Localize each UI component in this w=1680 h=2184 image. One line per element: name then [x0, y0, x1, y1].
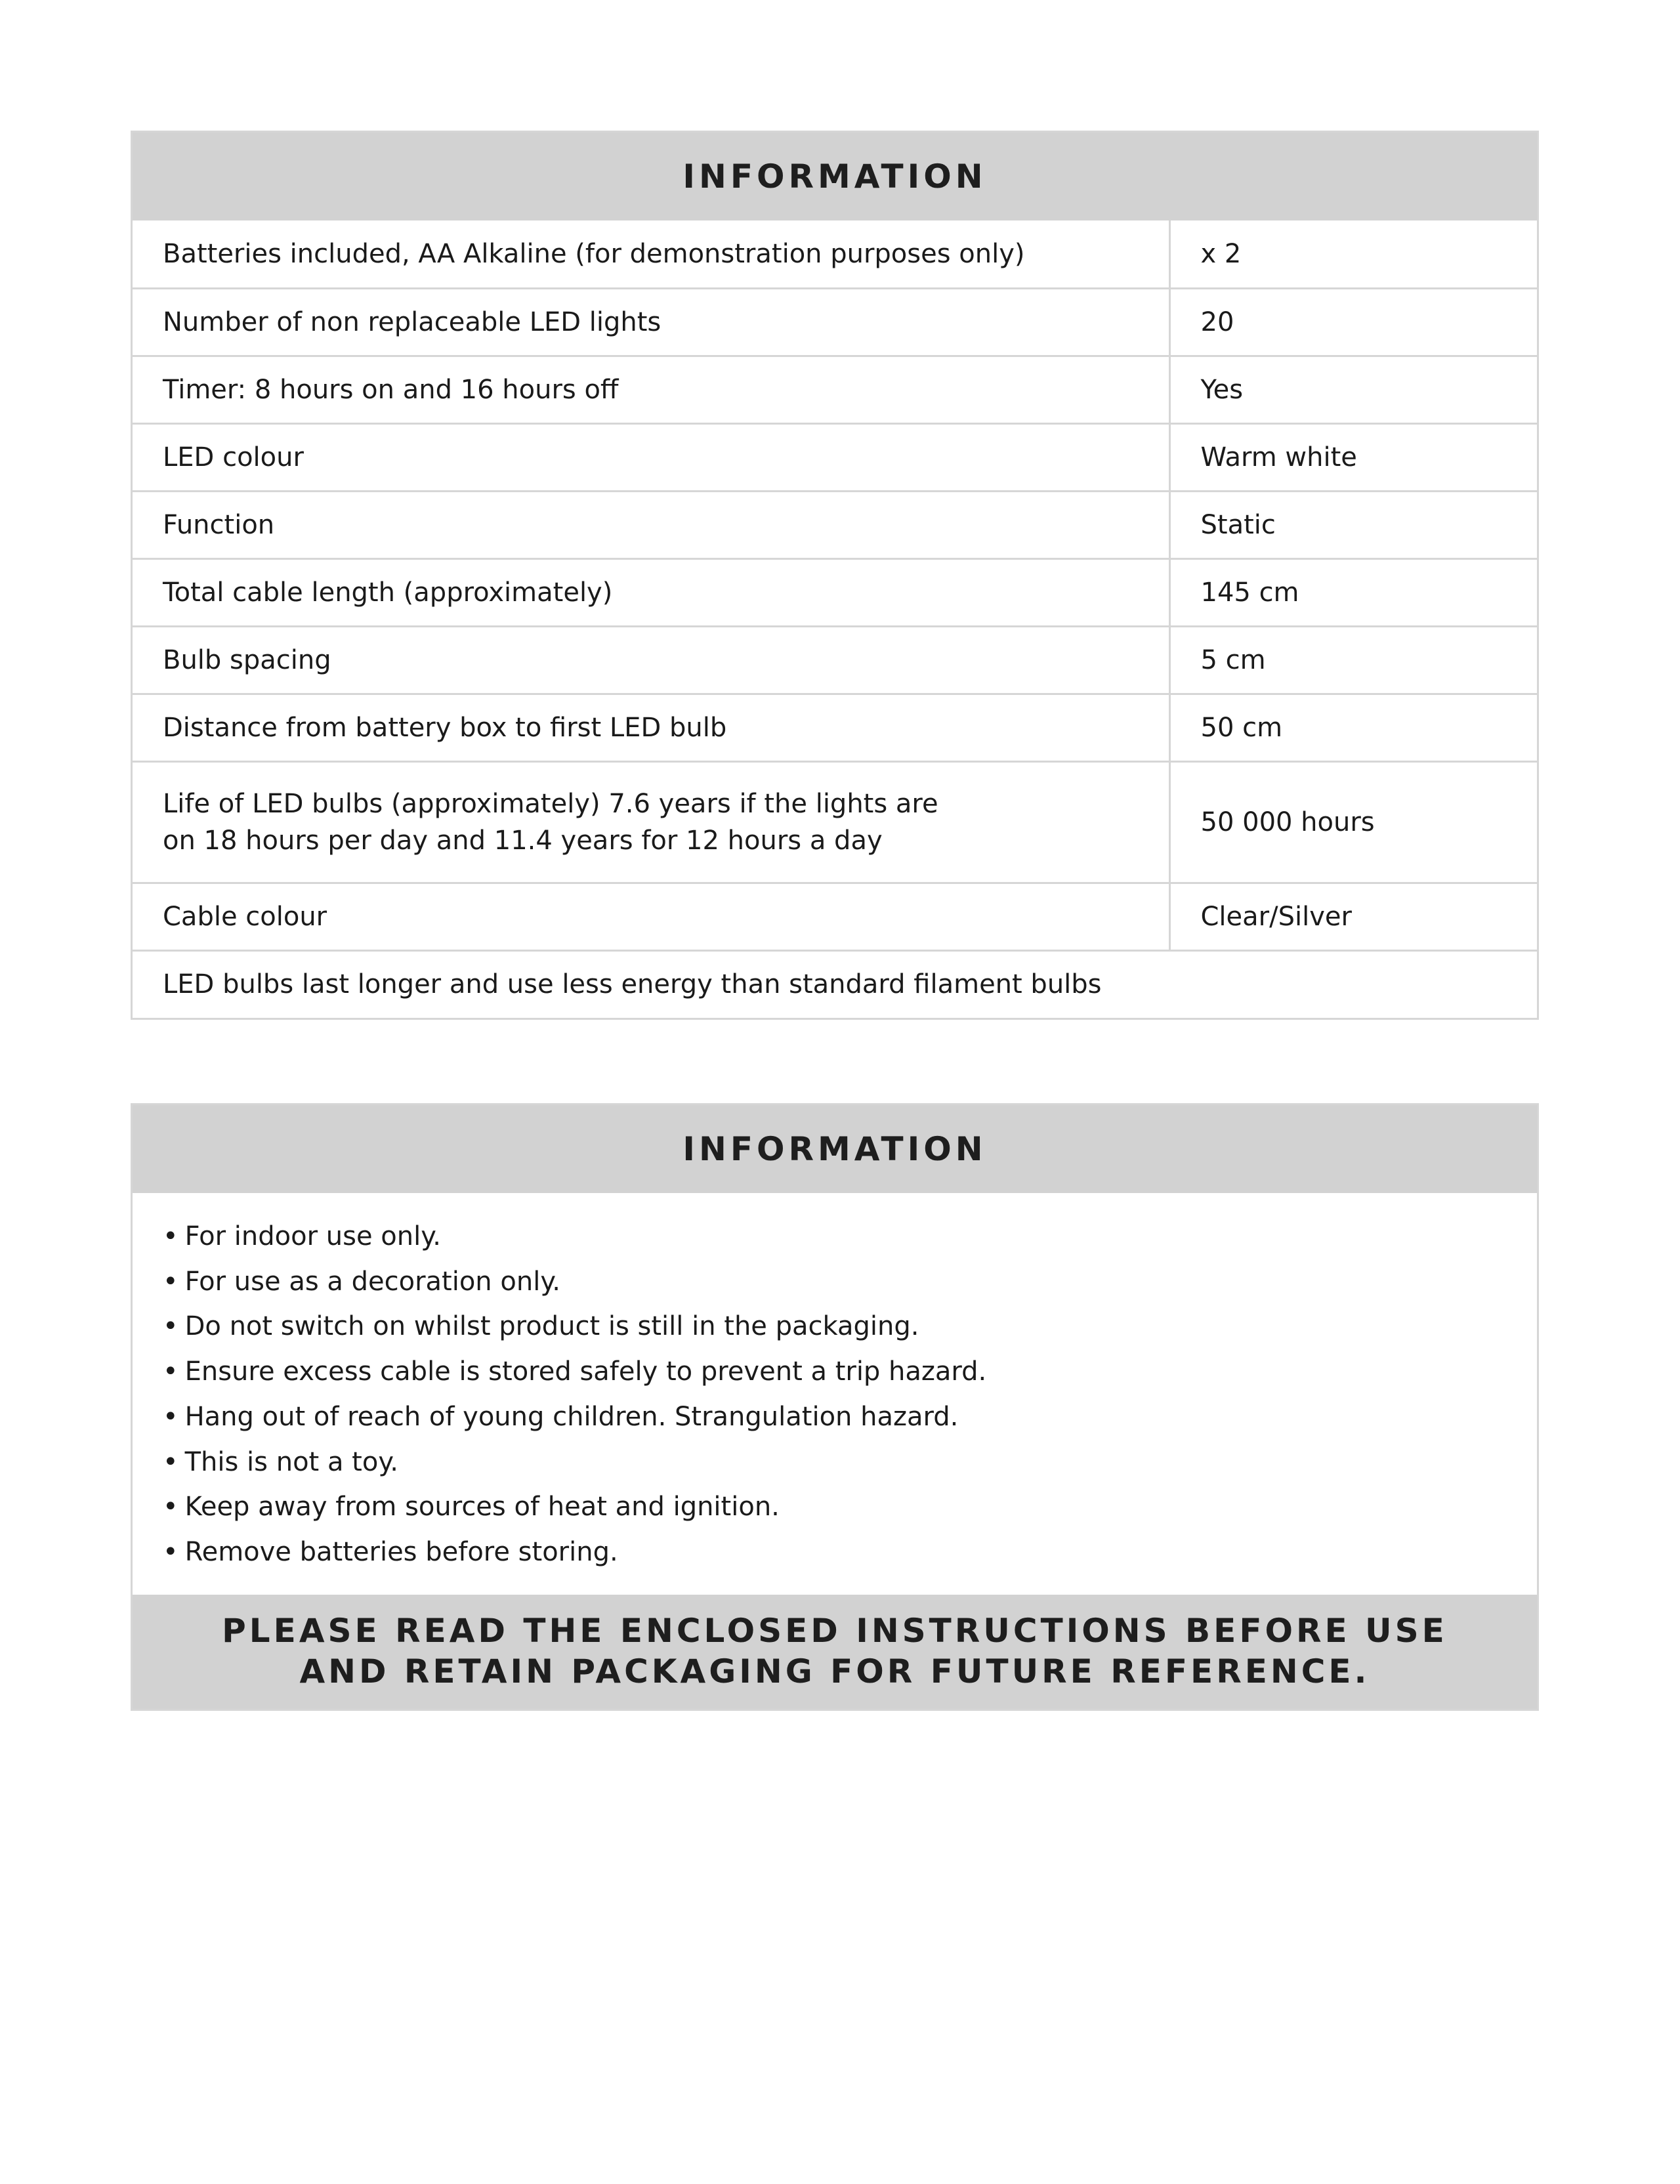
- table-row: [133, 950, 1537, 1018]
- spec-value: Clear/Silver: [1169, 883, 1537, 950]
- spec-value: Yes: [1169, 356, 1537, 423]
- spec-label-line: on 18 hours per day and 11.4 years for 12 hours a day: [163, 825, 883, 856]
- spec-value: 145 cm: [1169, 558, 1537, 626]
- spec-value: Warm white: [1169, 423, 1537, 491]
- safety-list: [133, 1193, 1537, 1595]
- spec-label: Function: [133, 491, 1169, 558]
- safety-panel: [131, 1103, 1539, 1711]
- list-item: • This is not a toy.: [163, 1440, 1537, 1485]
- list-item: • Remove batteries before storing.: [163, 1530, 1537, 1575]
- list-item: • Hang out of reach of young children. Strangulation hazard.: [163, 1395, 1537, 1440]
- list-item: • For use as a decoration only.: [163, 1259, 1537, 1305]
- spec-label: LED colour: [133, 423, 1169, 491]
- spec-label: Total cable length (approximately): [133, 558, 1169, 626]
- table-row: [133, 626, 1537, 694]
- table-row: [133, 491, 1537, 558]
- table-row: [133, 356, 1537, 423]
- spec-note: LED bulbs last longer and use less energy than standard filament bulbs: [133, 950, 1537, 1018]
- spec-label: Timer: 8 hours on and 16 hours off: [133, 356, 1169, 423]
- table-row: [133, 220, 1537, 288]
- table-row: [133, 558, 1537, 626]
- table-row: [133, 423, 1537, 491]
- list-item: • Ensure excess cable is stored safely to prevent a trip hazard.: [163, 1349, 1537, 1395]
- table-row: [133, 694, 1537, 761]
- safety-title: INFORMATION: [133, 1105, 1537, 1193]
- table-row: [133, 761, 1537, 883]
- spec-value: x 2: [1169, 220, 1537, 288]
- spec-label: Bulb spacing: [133, 626, 1169, 694]
- spec-label: Number of non replaceable LED lights: [133, 288, 1169, 356]
- specifications-panel: [131, 131, 1539, 1020]
- specifications-table: [133, 220, 1537, 1018]
- spec-label: Batteries included, AA Alkaline (for demonstration purposes only): [163, 238, 1025, 269]
- list-item: • Do not switch on whilst product is still in the packaging.: [163, 1304, 1537, 1349]
- spec-value: Static: [1169, 491, 1537, 558]
- table-row: [133, 883, 1537, 950]
- spec-value: 50 000 hours: [1169, 761, 1537, 883]
- list-item: • For indoor use only.: [163, 1214, 1537, 1259]
- spec-value: 50 cm: [1169, 694, 1537, 761]
- spec-value: 5 cm: [1169, 626, 1537, 694]
- spec-label: [133, 761, 1169, 883]
- list-item: • Keep away from sources of heat and ignition.: [163, 1484, 1537, 1530]
- notice-line: AND RETAIN PACKAGING FOR FUTURE REFERENCE.: [299, 1652, 1370, 1690]
- table-row: [133, 288, 1537, 356]
- spec-label: Cable colour: [133, 883, 1169, 950]
- specifications-title: INFORMATION: [133, 133, 1537, 220]
- spec-label: Distance from battery box to first LED bulb: [133, 694, 1169, 761]
- spec-label-line: Life of LED bulbs (approximately) 7.6 years if the lights are: [163, 788, 938, 819]
- spec-value: 20: [1169, 288, 1537, 356]
- notice-line: PLEASE READ THE ENCLOSED INSTRUCTIONS BEFORE USE: [222, 1611, 1448, 1650]
- instructions-notice: [133, 1595, 1537, 1709]
